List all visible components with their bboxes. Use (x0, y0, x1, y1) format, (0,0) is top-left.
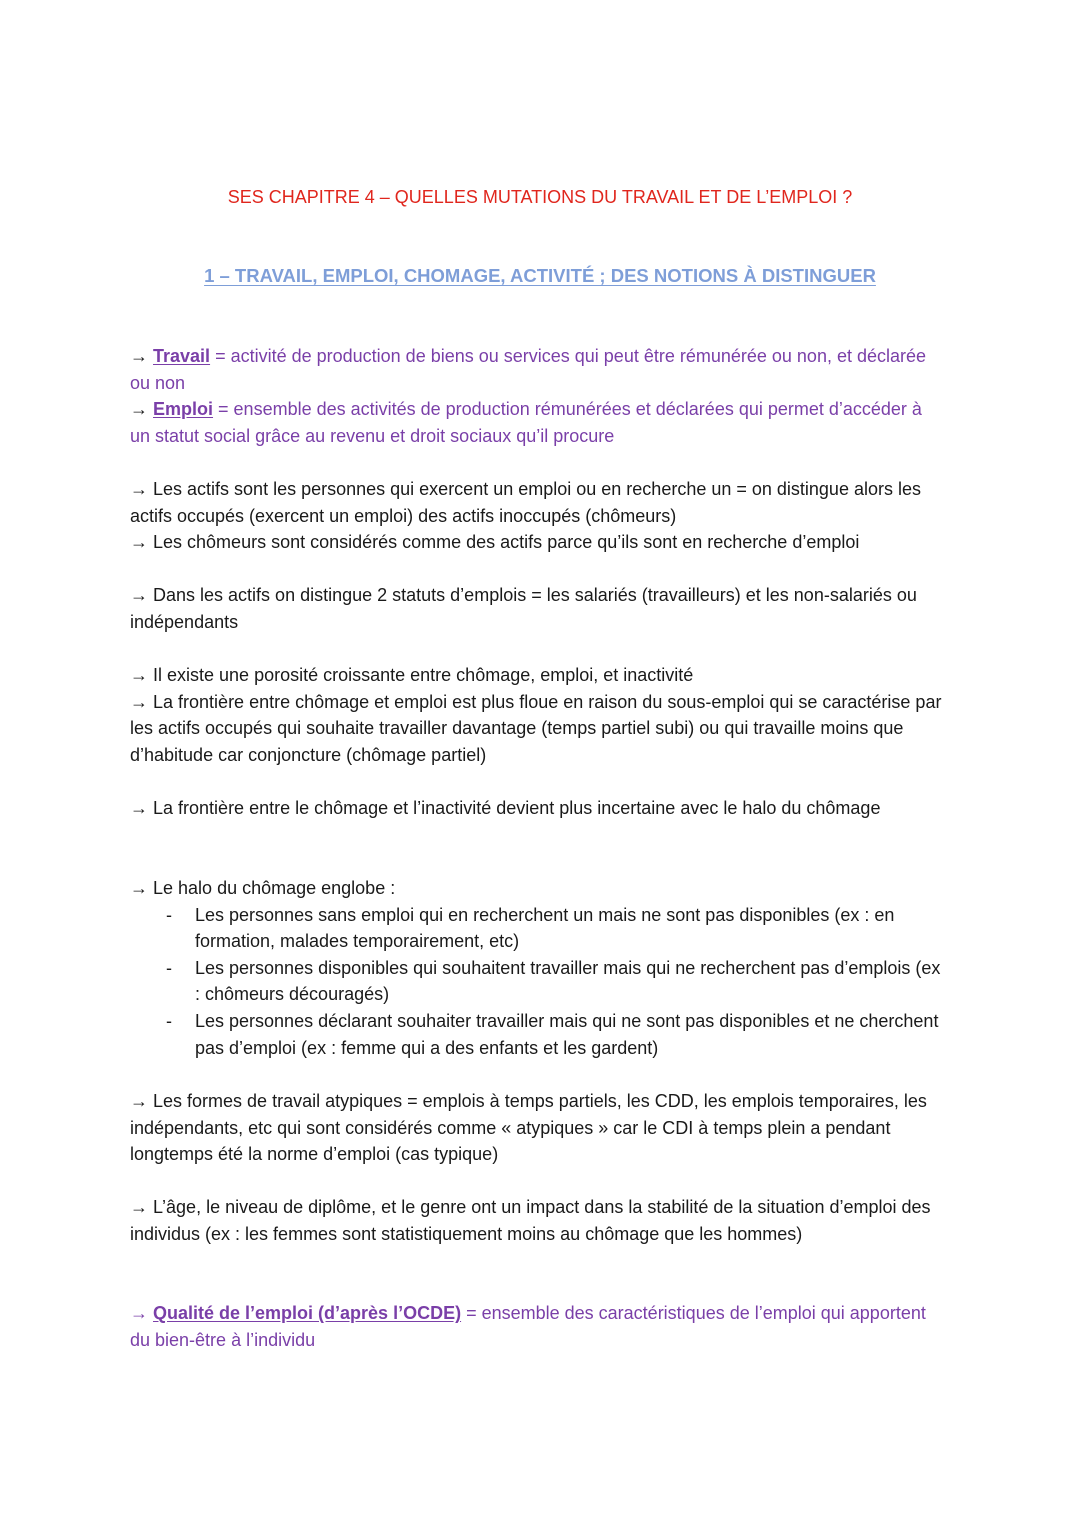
paragraph (130, 476, 942, 529)
frontiere-block (130, 795, 942, 822)
paragraph-text: La frontière entre le chômage et l’inactivité devient plus incertaine avec le halo du chômage (153, 798, 881, 818)
paragraph-text: La frontière entre chômage et emploi est plus floue en raison du sous-emploi qui se caractérise par les actifs occupés qui souhaite travailler davantage (temps partiel subi) ou qui travaille moins que d’habitude car conjoncture (chômage partiel) (130, 691, 942, 765)
paragraph (130, 582, 942, 635)
age-block (130, 1194, 942, 1247)
arrow-icon: → (130, 532, 148, 553)
arrow-icon: → (130, 346, 148, 366)
actifs-block (130, 476, 942, 556)
arrow-icon: → (130, 1197, 148, 1217)
definition-qualite (130, 1300, 942, 1353)
paragraph-text: Les formes de travail atypiques = emplois à temps partiels, les CDD, les emplois temporaires, les indépendants, etc qui sont considérés comme « atypiques » car le CDI à temps plein a pendant longtemps été la norme d’emploi (cas typique) (130, 1091, 927, 1165)
definition-text: = activité de production de biens ou services qui peut être rémunérée ou non, et déclarée ou non (130, 346, 927, 393)
halo-block (130, 875, 942, 1061)
definition-travail (130, 343, 942, 396)
statuts-block (130, 582, 942, 635)
arrow-icon: → (130, 399, 148, 420)
definition-emploi (130, 396, 942, 449)
page-title: SES CHAPITRE 4 – QUELLES MUTATIONS DU TRAVAIL ET DE L’EMPLOI ? (227, 187, 853, 207)
arrow-icon: → (130, 1091, 148, 1111)
list-item: - Les personnes disponibles qui souhaitent travailler mais qui ne recherchent pas d’emplois (ex : chômeurs découragés) (130, 955, 942, 1008)
definition-text: = ensemble des caractéristiques de l’emploi qui apportent du bien-être à l’individu (130, 1303, 926, 1350)
paragraph (130, 662, 942, 689)
definition-text: = ensemble des activités de production rémunérées et déclarées qui permet d’accéder à un statut social grâce au revenu et droit sociaux qu’il procure (130, 399, 922, 446)
arrow-icon: → (130, 665, 148, 685)
arrow-icon: → (130, 691, 148, 712)
paragraph (130, 1194, 942, 1247)
paragraph (130, 1088, 942, 1168)
section-heading: 1 – TRAVAIL, EMPLOI, CHOMAGE, ACTIVITÉ ; DES NOTIONS À DISTINGUER (204, 265, 876, 286)
qualite-block (130, 1300, 942, 1353)
list-item: - Les personnes sans emploi qui en recherchent un mais ne sont pas disponibles (ex : en formation, malades temporairement, etc) (130, 902, 942, 955)
atypiques-block (130, 1088, 942, 1168)
arrow-icon: → (130, 479, 148, 499)
paragraph-text: L’âge, le niveau de diplôme, et le genre ont un impact dans la stabilité de la situation d’emploi des individus (ex : les femmes sont statistiquement moins au chômage que les hommes) (130, 1197, 931, 1244)
arrow-icon: → (130, 878, 148, 898)
list-item: - Les personnes déclarant souhaiter travailler mais qui ne sont pas disponibles et ne cherchent pas d’emploi (ex : femme qui a des enfants et les gardent) (130, 1008, 942, 1061)
paragraph (130, 875, 942, 902)
definition-term: Qualité de l’emploi (d’après l’OCDE) (153, 1303, 462, 1323)
arrow-icon: → (130, 585, 148, 605)
paragraph-text: Le halo du chômage englobe : (153, 878, 396, 898)
paragraph (130, 795, 942, 822)
paragraph-text: Les chômeurs sont considérés comme des actifs parce qu’ils sont en recherche d’emploi (153, 532, 860, 553)
definitions-block (130, 343, 942, 449)
arrow-icon: → (130, 1303, 148, 1323)
paragraph-text: Les actifs sont les personnes qui exercent un emploi ou en recherche un = on distingue alors les actifs occupés (exercent un emploi) des actifs inoccupés (chômeurs) (130, 479, 921, 526)
definition-term: Emploi (153, 399, 214, 420)
definition-term: Travail (153, 346, 211, 366)
paragraph (130, 529, 942, 556)
paragraph-text: Il existe une porosité croissante entre chômage, emploi, et inactivité (153, 665, 694, 685)
arrow-icon: → (130, 798, 148, 818)
halo-list (130, 902, 942, 1062)
paragraph (130, 689, 942, 769)
porosite-block (130, 662, 942, 768)
paragraph-text: Dans les actifs on distingue 2 statuts d’emplois = les salariés (travailleurs) et les non-salariés ou indépendants (130, 585, 917, 632)
